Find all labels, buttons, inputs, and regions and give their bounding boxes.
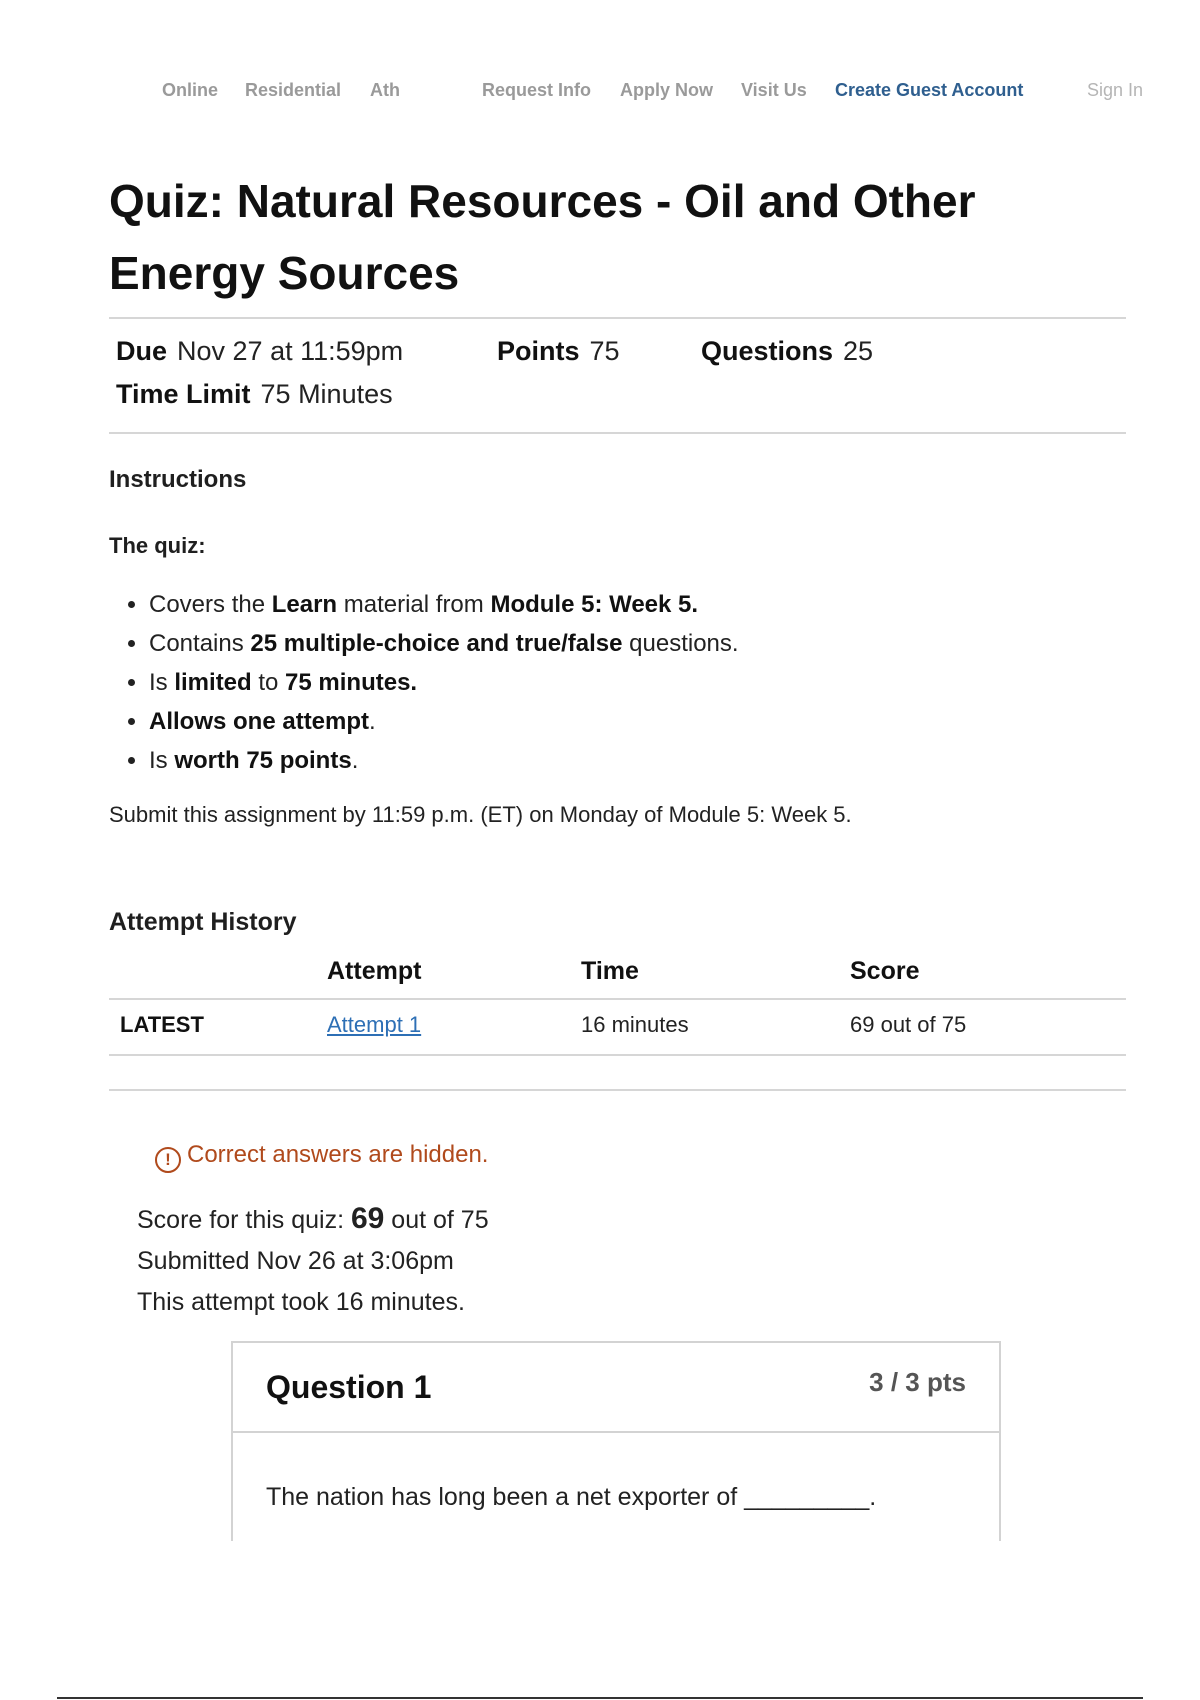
warning-text: Correct answers are hidden. — [187, 1141, 489, 1168]
nav-residential-link[interactable]: Residential — [245, 80, 342, 100]
list-item: • Contains 25 multiple-choice and true/false questions. — [149, 624, 739, 663]
due-label: Due — [116, 336, 168, 366]
exclamation-circle-icon: ! — [155, 1147, 181, 1173]
instructions-list — [109, 585, 739, 780]
submitted-time: Submitted Nov 26 at 3:06pm — [137, 1247, 454, 1275]
column-header-time: Time — [581, 957, 639, 985]
points-value: 75 — [589, 336, 620, 366]
quiz-subheading: The quiz: — [109, 533, 206, 558]
due-date — [116, 336, 403, 367]
divider — [109, 432, 1126, 434]
quiz-score: Score for this quiz: 69 out of 75 — [137, 1202, 489, 1235]
score-summary — [137, 1198, 489, 1323]
score-cell: 69 out of 75 — [850, 1012, 967, 1037]
nav-athletics-link[interactable]: Ath — [370, 80, 400, 100]
questions-value: 25 — [843, 336, 874, 366]
attempt-duration: This attempt took 16 minutes. — [137, 1288, 465, 1316]
submit-deadline-note: Submit this assignment by 11:59 p.m. (ET) on Monday of Module 5: Week 5. — [109, 802, 852, 827]
nav-apply-now-link[interactable]: Apply Now — [620, 80, 713, 100]
table-row-divider — [109, 1054, 1126, 1056]
list-item: • Allows one attempt. — [149, 702, 739, 741]
list-item: • Covers the Learn material from Module 5: Week 5. — [149, 585, 739, 624]
points-info — [497, 336, 620, 367]
time-limit-value: 75 Minutes — [260, 379, 393, 409]
nav-online-link[interactable]: Online — [162, 80, 219, 100]
column-header-score: Score — [850, 957, 920, 985]
divider — [109, 1089, 1126, 1091]
nav-visit-us-link[interactable]: Visit Us — [741, 80, 807, 100]
divider — [109, 317, 1126, 319]
attempt-1-link[interactable]: Attempt 1 — [327, 1012, 422, 1037]
column-header-attempt: Attempt — [327, 957, 422, 985]
time-limit — [116, 379, 393, 410]
points-label: Points — [497, 336, 580, 366]
table-header-divider — [109, 998, 1126, 1000]
list-item: • Is worth 75 points. — [149, 741, 739, 780]
question-points: 3 / 3 pts — [869, 1367, 966, 1397]
question-text: The nation has long been a net exporter of _________. — [266, 1483, 877, 1511]
time-cell: 16 minutes — [581, 1012, 689, 1037]
attempt-history-heading: Attempt History — [109, 908, 297, 936]
question-title: Question 1 — [266, 1369, 432, 1405]
page-title: Quiz: Natural Resources - Oil and Other Energy Sources — [109, 175, 976, 299]
correct-answers-hidden-notice — [155, 1141, 488, 1173]
top-navigation — [0, 80, 1200, 106]
questions-label: Questions — [701, 336, 834, 366]
nav-create-guest-account-link[interactable]: Create Guest Account — [835, 80, 1024, 100]
time-limit-label: Time Limit — [116, 379, 251, 409]
latest-label: LATEST — [120, 1012, 204, 1037]
due-value: Nov 27 at 11:59pm — [177, 336, 404, 366]
score-value: 69 — [350, 1202, 385, 1235]
question-card — [231, 1341, 1001, 1541]
page-bottom-rule — [57, 1697, 1143, 1699]
instructions-heading: Instructions — [109, 466, 247, 493]
attempt-cell — [327, 1012, 421, 1038]
question-header — [233, 1343, 999, 1433]
questions-info — [701, 336, 873, 367]
list-item: • Is limited to 75 minutes. — [149, 663, 739, 702]
nav-sign-in-link[interactable]: Sign In — [1087, 80, 1144, 100]
nav-request-info-link[interactable]: Request Info — [482, 80, 592, 100]
